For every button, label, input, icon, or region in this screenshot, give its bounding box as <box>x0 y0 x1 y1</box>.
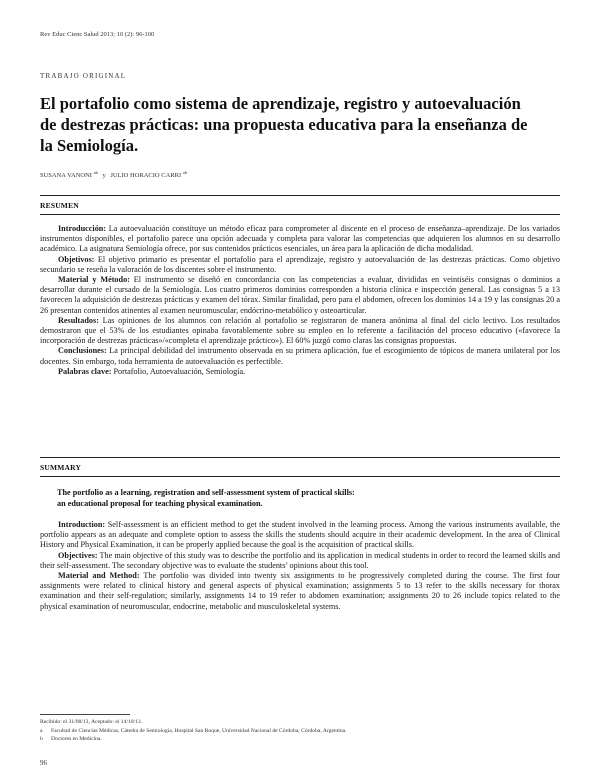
paragraph-text: Portafolio, Autoevaluación, Semiología. <box>111 366 246 376</box>
footnote-mark: b <box>40 736 43 743</box>
title-line-3: la Semiología. <box>40 136 139 155</box>
english-title-line-2: an educational proposal for teaching physical examination. <box>57 498 263 508</box>
footnote-divider <box>40 714 130 715</box>
author-joiner: y <box>102 172 106 180</box>
paragraph-label: Objectives: <box>58 550 98 560</box>
summary-heading: SUMMARY <box>40 463 82 472</box>
summary-paragraph <box>40 551 560 571</box>
footnotes <box>40 718 347 744</box>
affiliation-note <box>40 727 347 736</box>
degree-note <box>40 735 347 744</box>
resumen-paragraph <box>40 346 560 366</box>
summary-paragraph <box>40 571 560 612</box>
running-head: Rev Educ Cienc Salud 2013; 10 (2): 96-100 <box>40 31 155 38</box>
english-title <box>57 488 557 509</box>
paragraph-label: Resultados: <box>58 315 99 325</box>
paragraph-label: Material and Method: <box>58 571 140 581</box>
paragraph-label: Introduction: <box>58 520 106 529</box>
paragraph-label: Objetivos: <box>58 254 95 264</box>
resumen-paragraph <box>40 316 560 347</box>
paragraph-label: Conclusiones: <box>58 346 107 356</box>
author-affiliation-marks: ab <box>93 170 98 175</box>
article-title <box>40 93 560 156</box>
paragraph-text: El objetivo primario es presentar el portafolio para el aprendizaje, registro y autoevaluación de las destrezas prácticas. Como objetivo secundario se reseña la valoración de los discentes sobre el instrumento. <box>40 254 560 274</box>
paragraph-text: El instrumento se diseñó en concordancia con las competencias a evaluar, divididas en veintiséis consignas o dominios a desarrollar durante el cursado de la Semiología. Los cuatro primeros dominios corresponden a historia clínica e inspección general. Las consignas 5 a 13 favorecen la adquisición de destrezas prácticas y examen del tórax. Similar finalidad, pero para el abdomen, ofrecen los dominios 14 a 19 y las consignas 20 a 26 presentan contenidos atinentes al examen neuromuscular, endócrino-metabólico y osteoarticular. <box>40 275 561 315</box>
author-list <box>40 170 187 179</box>
english-title-line-1: The portfolio as a learning, registration and self-assessment system of practical skills: <box>57 488 355 497</box>
title-line-2: de destrezas prácticas: una propuesta educativa para la enseñanza de <box>40 115 528 134</box>
divider-top <box>40 195 560 196</box>
paragraph-label: Introducción: <box>58 224 107 233</box>
page-number: 96 <box>40 759 47 767</box>
resumen-paragraph <box>40 255 560 275</box>
footnote-text: Doctores en Medicina. <box>51 736 102 743</box>
footnote-mark: a <box>40 727 43 734</box>
title-line-1: El portafolio como sistema de aprendizaje, registro y autoevaluación <box>40 94 521 113</box>
summary-paragraph <box>40 520 560 551</box>
divider-resumen <box>40 214 560 215</box>
resumen-body <box>40 224 560 377</box>
paragraph-text: The portfolio was divided into twenty six assignments to be progressively completed during the course. The first four assignments were related to clinical history and general aspects of physical examination; assignments 5 to 13 refer to the skills necessary for thorax examination and their self-regulation; similarly, assignments 14 to 19 refer to abdomen examination; assignments 20 to 26 include topics related to the physical examination of neuromuscular, endocrine, metabolic and musculoskeletal systems. <box>40 571 560 611</box>
keywords-paragraph <box>40 367 560 377</box>
author-name: JULIO HORACIO CARRI <box>110 172 182 180</box>
author-name: SUSANA VANONI <box>40 172 92 180</box>
divider-summary-top <box>40 457 560 458</box>
resumen-paragraph <box>40 275 560 316</box>
paragraph-text: La autoevaluación constituye un método eficaz para comprometer al discente en el proceso de enseñanza–aprendizaje. De los variados instrumentos disponibles, el portafolio parece una opción adecuada y completa para valorar las competencias que adquieren los alumnos en su desarrollo académico. La asignatura Semiología ofrece, por sus contenidos prácticos esenciales, un área para la aplicación de dicha modalidad. <box>40 224 560 254</box>
section-label: TRABAJO ORIGINAL <box>40 72 127 80</box>
paragraph-text: The main objective of this study was to describe the portfolio and its application in medical students in order to record the learned skills and their self-assessment. The secondary objective was to evaluate the students’ opinions about this tool. <box>40 550 560 570</box>
author-affiliation-marks: ab <box>182 170 187 175</box>
paragraph-label: Material y Método: <box>58 275 130 285</box>
paragraph-text: La principal debilidad del instrumento observada en su primera aplicación, fue el escogimiento de tópicos de manera unilateral por los docentes. Sin embargo, toda herramienta de autoevaluación es perfectible. <box>40 346 560 366</box>
paragraph-text: Self-assessment is an efficient method to get the student involved in the learning process. Among the various instruments available, the portfolio appears as an adequate and complete option to assess the skills the students should acquire in their academic development. In the area of Clinical History and Physical Examination, it can be properly applied because the goal is the acquisition of practical skills. <box>40 520 560 550</box>
paragraph-text: Las opiniones de los alumnos con relación al portafolio se registraron de manera anónima al final del ciclo lectivo. Los resultados demostraron que el 53% de los estudiantes opinaba favorablemente sobre su empleo en lo referente a facilitación del proceso educativo («favorece la incorporación de destrezas prácticas»/«completa el aprendizaje práctico»). El 60% juzgó como claras las consignas propuestas. <box>40 315 560 346</box>
received-note: Recibido: el 31/08/13, Aceptado: el 14/10/13. <box>40 719 143 725</box>
divider-summary <box>40 476 560 477</box>
footnote-text: Facultad de Ciencias Médicas, Cátedra de Semiología, Hospital San Roque, Universidad Nacional de Córdoba, Córdoba, Argentina. <box>51 727 347 734</box>
summary-body <box>40 520 560 612</box>
resumen-heading: RESUMEN <box>40 201 79 210</box>
resumen-paragraph <box>40 224 560 255</box>
paragraph-label: Palabras clave: <box>58 366 112 376</box>
